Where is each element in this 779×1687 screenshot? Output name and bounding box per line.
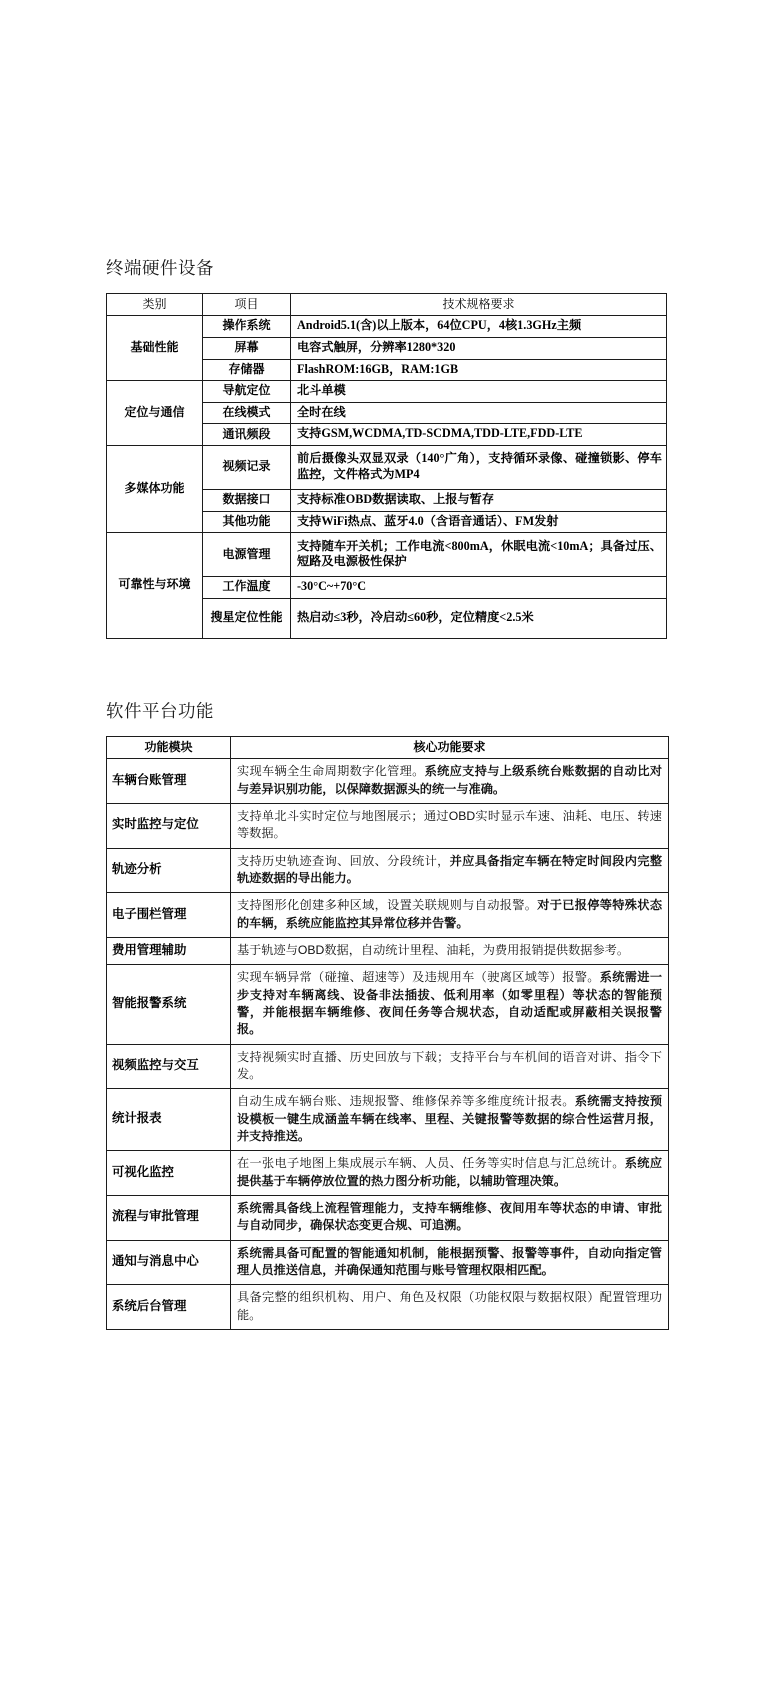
column-header-module: 功能模块 xyxy=(107,737,231,759)
cell-spec: -30°C~+70°C xyxy=(291,577,667,599)
cell-description xyxy=(231,804,669,849)
cell-spec: FlashROM:16GB，RAM:1GB xyxy=(291,359,667,381)
table-row xyxy=(107,381,667,403)
desc-emphasis: 系统需支持按预设模板一键生成涵盖车辆在线率、里程、关键报警等数据的综合性运营月报，并支持推送。 xyxy=(237,1094,663,1143)
table-row xyxy=(107,848,669,893)
cell-spec: 支持标准OBD数据读取、上报与暂存 xyxy=(291,490,667,512)
cell-description xyxy=(231,893,669,938)
cell-module: 车辆台账管理 xyxy=(107,759,231,804)
cell-module: 可视化监控 xyxy=(107,1151,231,1196)
cell-module: 统计报表 xyxy=(107,1089,231,1151)
table-row xyxy=(107,965,669,1044)
cell-item: 电源管理 xyxy=(203,533,291,577)
table-row xyxy=(107,1240,669,1285)
cell-description xyxy=(231,1044,669,1089)
table-row xyxy=(107,804,669,849)
table-header-row xyxy=(107,737,669,759)
table-row xyxy=(107,759,669,804)
cell-category: 定位与通信 xyxy=(107,381,203,446)
cell-description xyxy=(231,1089,669,1151)
desc-emphasis: 系统需进一步支持对车辆离线、设备非法插拔、低利用率（如零里程）等状态的智能预警，并能根据车辆维修、夜间任务等合规状态，自动适配或屏蔽相关误报警报。 xyxy=(237,970,663,1037)
cell-module: 系统后台管理 xyxy=(107,1285,231,1330)
cell-category: 多媒体功能 xyxy=(107,446,203,533)
cell-item: 视频记录 xyxy=(203,446,291,490)
cell-spec: 前后摄像头双显双录（140°广角），支持循环录像、碰撞锁影、停车监控，文件格式为MP4 xyxy=(291,446,667,490)
cell-spec: 北斗单模 xyxy=(291,381,667,403)
table-row xyxy=(107,1151,669,1196)
cell-item: 其他功能 xyxy=(203,511,291,533)
cell-module: 轨迹分析 xyxy=(107,848,231,893)
cell-item: 工作温度 xyxy=(203,577,291,599)
table-row xyxy=(107,1089,669,1151)
cell-item: 通讯频段 xyxy=(203,424,291,446)
desc-plain: 实现车辆全生命周期数字化管理。 xyxy=(237,764,425,779)
cell-module: 流程与审批管理 xyxy=(107,1195,231,1240)
desc-emphasis: 对于已报停等特殊状态的车辆，系统应能监控其异常位移并告警。 xyxy=(237,898,663,930)
cell-item: 操作系统 xyxy=(203,316,291,338)
table-row xyxy=(107,1044,669,1089)
table-row xyxy=(107,893,669,938)
desc-emphasis: 系统应支持与上级系统台账数据的自动比对与差异识别功能，以保障数据源头的统一与准确。 xyxy=(237,764,663,796)
cell-module: 视频监控与交互 xyxy=(107,1044,231,1089)
table-header-row xyxy=(107,294,667,316)
cell-module: 实时监控与定位 xyxy=(107,804,231,849)
cell-spec: 支持随车开关机；工作电流<800mA，休眠电流<10mA；具备过压、短路及电源极性保护 xyxy=(291,533,667,577)
cell-spec: Android5.1(含)以上版本，64位CPU，4核1.3GHz主频 xyxy=(291,316,667,338)
table-row xyxy=(107,446,667,490)
column-header-category: 类别 xyxy=(107,294,203,316)
cell-description xyxy=(231,759,669,804)
software-feature-rows xyxy=(107,759,669,1330)
desc-plain: 在一张电子地图上集成展示车辆、人员、任务等实时信息与汇总统计。 xyxy=(237,1156,625,1171)
table-row xyxy=(107,533,667,577)
cell-module: 电子围栏管理 xyxy=(107,893,231,938)
cell-item: 存储器 xyxy=(203,359,291,381)
cell-category: 可靠性与环境 xyxy=(107,533,203,639)
section-terminal-hardware xyxy=(106,258,666,639)
desc-plain: 实现车辆异常（碰撞、超速等）及违规用车（驶离区域等）报警。 xyxy=(237,970,600,985)
cell-category: 基础性能 xyxy=(107,316,203,381)
cell-description xyxy=(231,937,669,964)
cell-description xyxy=(231,1285,669,1330)
desc-emphasis: 系统需具备可配置的智能通知机制，能根据预警、报警等事件，自动向指定管理人员推送信息，并确保通知范围与账号管理权限相匹配。 xyxy=(237,1245,662,1277)
cell-item: 在线模式 xyxy=(203,402,291,424)
cell-description xyxy=(231,848,669,893)
desc-plain: 支持历史轨迹查询、回放、分段统计， xyxy=(237,853,450,868)
desc-plain: 基于轨迹与OBD数据，自动统计里程、油耗，为费用报销提供数据参考。 xyxy=(237,942,630,957)
column-header-spec: 技术规格要求 xyxy=(291,294,667,316)
cell-description xyxy=(231,1195,669,1240)
cell-item: 屏幕 xyxy=(203,337,291,359)
software-feature-table xyxy=(106,736,669,1330)
desc-emphasis: 系统应提供基于车辆停放位置的热力图分析功能，以辅助管理决策。 xyxy=(237,1156,663,1188)
desc-emphasis: 并应具备指定车辆在特定时间段内完整轨迹数据的导出能力。 xyxy=(237,853,663,885)
hardware-spec-table xyxy=(106,293,667,639)
cell-description xyxy=(231,965,669,1044)
cell-spec: 支持WiFi热点、蓝牙4.0（含语音通话）、FM发射 xyxy=(291,511,667,533)
cell-module: 通知与消息中心 xyxy=(107,1240,231,1285)
cell-spec: 热启动≤3秒，冷启动≤60秒，定位精度<2.5米 xyxy=(291,598,667,638)
cell-item: 导航定位 xyxy=(203,381,291,403)
desc-emphasis: 系统需具备线上流程管理能力，支持车辆维修、夜间用车等状态的申请、审批与自动同步，确保状态变更合规、可追溯。 xyxy=(237,1200,662,1233)
page-title-hardware: 终端硬件设备 xyxy=(106,258,214,278)
cell-description xyxy=(231,1240,669,1285)
desc-plain: 支持图形化创建多种区域，设置关联规则与自动报警。 xyxy=(237,898,538,913)
section-software-platform xyxy=(106,701,668,1330)
cell-spec: 电容式触屏，分辨率1280*320 xyxy=(291,337,667,359)
desc-plain: 支持单北斗实时定位与地图展示；通过OBD实时显示车速、油耗、电压、转速等数据。 xyxy=(237,809,662,841)
cell-spec: 全时在线 xyxy=(291,402,667,424)
desc-plain: 支持视频实时直播、历史回放与下载；支持平台与车机间的语音对讲、指令下发。 xyxy=(237,1049,662,1081)
column-header-function: 核心功能要求 xyxy=(231,737,669,759)
cell-module: 费用管理辅助 xyxy=(107,937,231,964)
cell-item: 数据接口 xyxy=(203,490,291,512)
cell-spec: 支持GSM,WCDMA,TD-SCDMA,TDD-LTE,FDD-LTE xyxy=(291,424,667,446)
desc-plain: 具备完整的组织机构、用户、角色及权限（功能权限与数据权限）配置管理功能。 xyxy=(237,1290,662,1322)
table-row xyxy=(107,1195,669,1240)
table-row xyxy=(107,937,669,964)
table-row xyxy=(107,316,667,338)
cell-description xyxy=(231,1151,669,1196)
cell-item: 搜星定位性能 xyxy=(203,598,291,638)
column-header-item: 项目 xyxy=(203,294,291,316)
cell-module: 智能报警系统 xyxy=(107,965,231,1044)
page-title-software: 软件平台功能 xyxy=(106,701,214,721)
table-row xyxy=(107,1285,669,1330)
desc-plain: 自动生成车辆台账、违规报警、维修保养等多维度统计报表。 xyxy=(237,1094,575,1109)
